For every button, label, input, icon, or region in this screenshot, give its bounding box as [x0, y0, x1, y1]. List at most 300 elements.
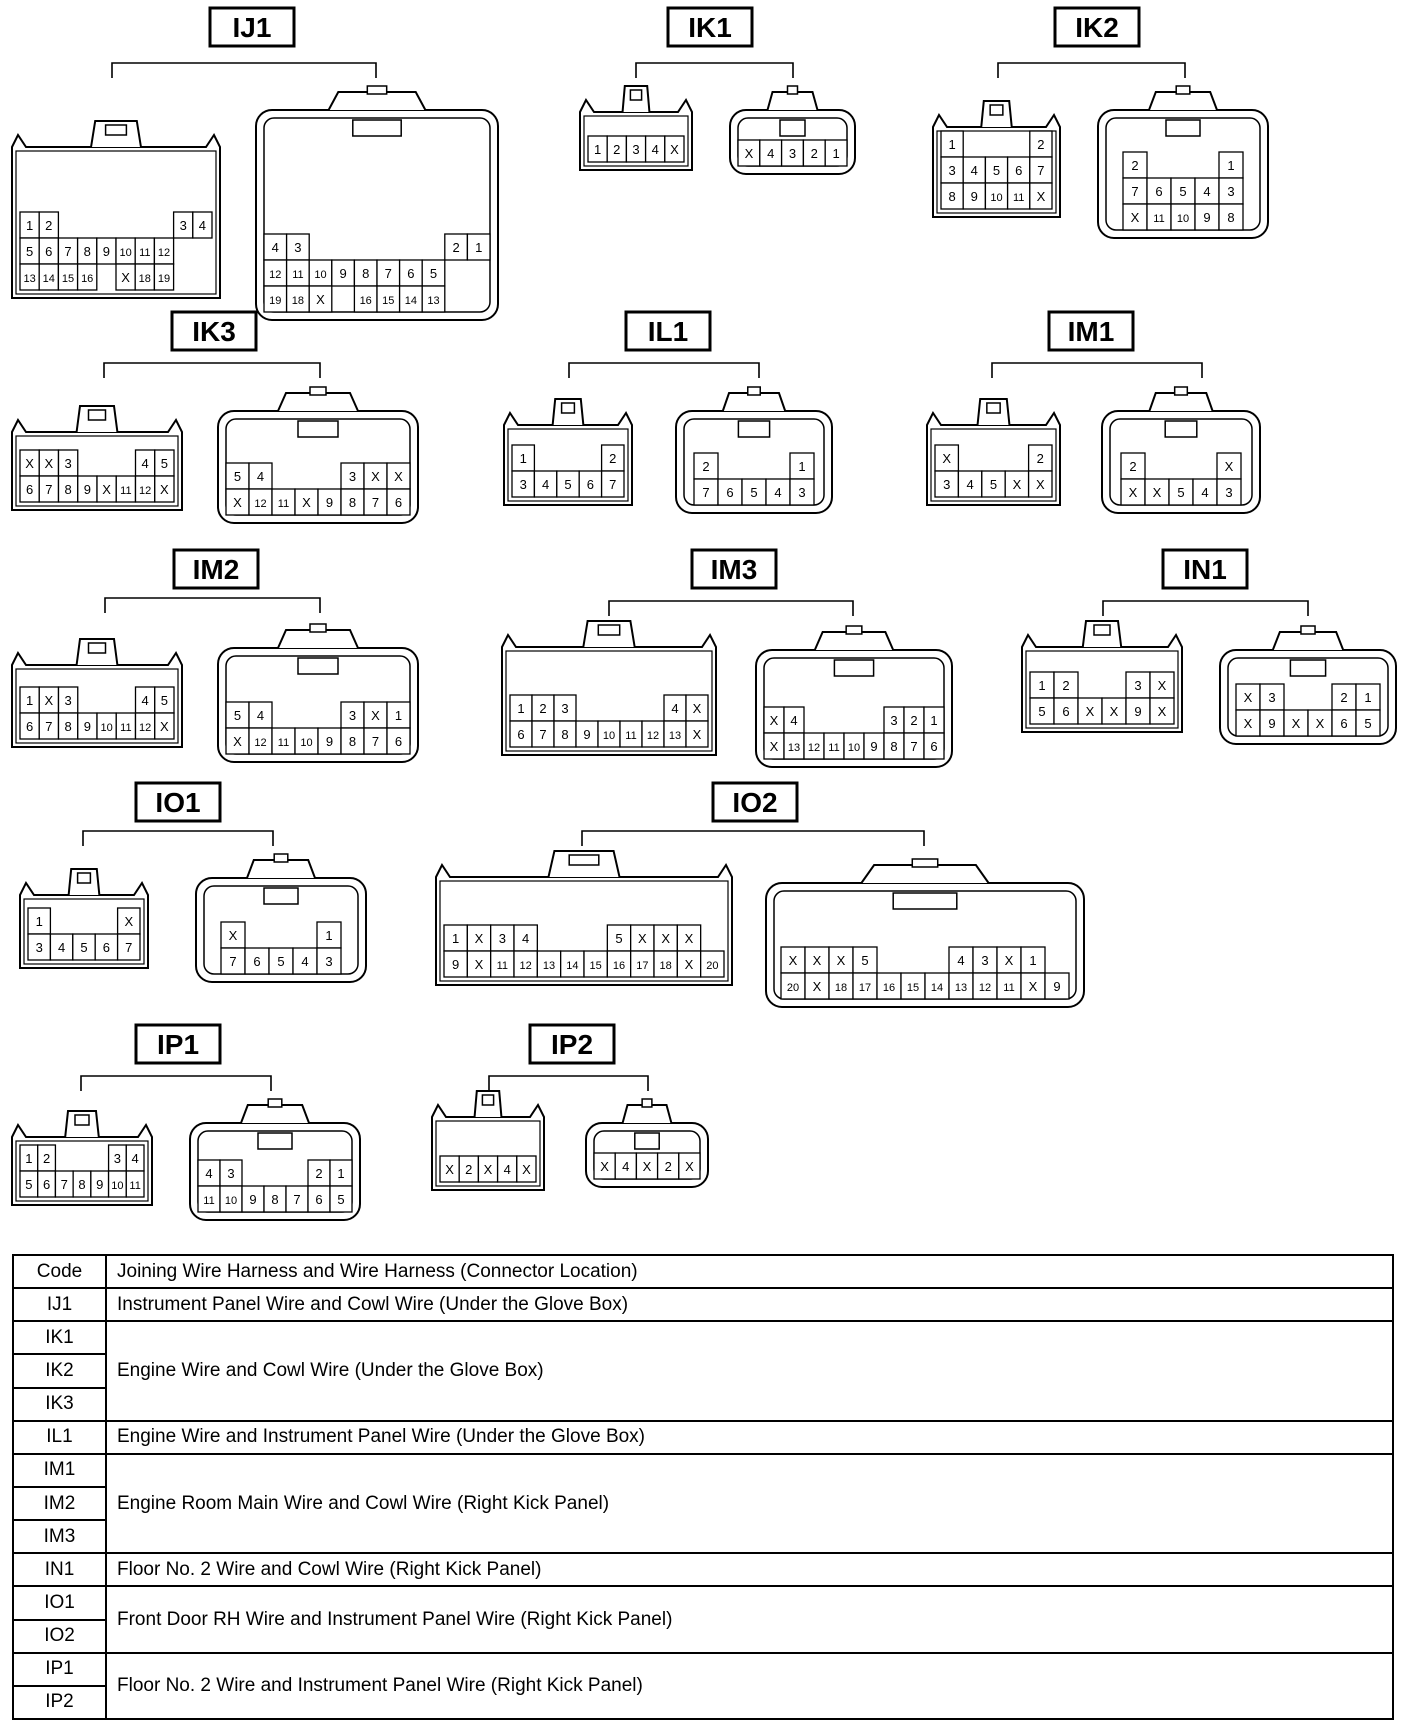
- io1-female-pin: [118, 934, 140, 960]
- il1-female-pin: [602, 471, 624, 497]
- ik3-male-pin: [249, 463, 272, 489]
- in1-male-pin: [1356, 684, 1380, 710]
- svg-text:11: 11: [120, 485, 132, 497]
- svg-text:1: 1: [517, 701, 525, 716]
- svg-text:12: 12: [807, 742, 821, 754]
- svg-text:X: X: [1028, 979, 1038, 994]
- svg-text:X: X: [684, 957, 694, 972]
- svg-text:11: 11: [625, 730, 637, 742]
- connector-location-table: [12, 1254, 1394, 1720]
- io2-female-pin: [491, 951, 514, 977]
- io2-male-pin: [1021, 973, 1045, 999]
- io2-female-pin: [607, 951, 630, 977]
- ik3-male-pin: [272, 489, 295, 515]
- svg-text:5: 5: [160, 456, 168, 471]
- ik3-male-pin: [295, 489, 318, 515]
- io2-female-pin: [514, 951, 537, 977]
- io2-male-pin: [997, 947, 1021, 973]
- im2-male-pin: [226, 702, 249, 728]
- ij1-male-pin: [377, 260, 400, 286]
- il1-female-pin: [579, 471, 601, 497]
- svg-text:4: 4: [271, 240, 279, 255]
- svg-text:12: 12: [269, 269, 282, 281]
- connector-code-cell: IM3: [13, 1520, 106, 1553]
- io2-female-pin: [514, 925, 537, 951]
- ik1-male-pin: [738, 140, 760, 166]
- table-row: [13, 1454, 1393, 1487]
- svg-text:10: 10: [847, 742, 861, 754]
- io2-male-pin: [949, 973, 973, 999]
- ik3-male-pin: [387, 489, 410, 515]
- ik3-male-pin: [318, 489, 341, 515]
- svg-text:5: 5: [80, 940, 88, 955]
- svg-text:X: X: [836, 953, 846, 968]
- svg-text:4: 4: [141, 693, 149, 708]
- io1-male-pin: [317, 922, 341, 948]
- svg-text:12: 12: [254, 498, 267, 510]
- svg-text:X: X: [474, 957, 484, 972]
- svg-text:8: 8: [64, 719, 72, 734]
- ip2-code-label: [530, 1025, 614, 1063]
- io2-male-pin: [973, 973, 997, 999]
- ij1-code-label: [210, 8, 294, 46]
- svg-text:X: X: [1224, 459, 1234, 474]
- im3-male-pin: [884, 707, 904, 733]
- il1-male-pin: [766, 479, 790, 505]
- svg-text:9: 9: [452, 957, 460, 972]
- il1-code-label: [626, 312, 710, 350]
- svg-text:8: 8: [271, 1192, 279, 1207]
- svg-text:6: 6: [102, 940, 111, 955]
- svg-text:1: 1: [35, 914, 43, 929]
- svg-text:12: 12: [519, 960, 532, 972]
- svg-text:X: X: [474, 931, 484, 946]
- svg-text:6: 6: [253, 954, 261, 969]
- ij1-female-pin: [78, 264, 97, 290]
- svg-text:X: X: [769, 739, 779, 754]
- ij1-male-pin: [264, 286, 287, 312]
- svg-text:3: 3: [227, 1166, 235, 1181]
- svg-text:3: 3: [1134, 678, 1142, 693]
- svg-text:9: 9: [970, 189, 978, 204]
- ip1-female-pin: [55, 1171, 73, 1197]
- ij1-female-pin: [174, 212, 193, 238]
- ip1-female-pin: [91, 1171, 109, 1197]
- svg-text:4: 4: [256, 708, 265, 723]
- ik3-female-pin: [20, 450, 39, 476]
- svg-text:IM1: IM1: [1067, 316, 1115, 347]
- im1-male-pin: [1121, 453, 1145, 479]
- svg-text:X: X: [1036, 189, 1046, 204]
- ip1-female-pin: [73, 1171, 91, 1197]
- svg-text:1: 1: [832, 146, 840, 161]
- im3-code-label: [692, 550, 776, 588]
- svg-text:X: X: [522, 1162, 531, 1177]
- ip2-female-pin: [498, 1156, 517, 1182]
- ik3-male-pin: [341, 489, 364, 515]
- ik1-male-pin: [825, 140, 847, 166]
- svg-text:2: 2: [613, 142, 621, 157]
- svg-text:9: 9: [325, 734, 334, 749]
- ip1-male-pin: [330, 1160, 352, 1186]
- svg-text:1: 1: [930, 713, 938, 728]
- im2-female-pin: [136, 713, 155, 739]
- svg-text:4: 4: [790, 713, 798, 728]
- im2-male-pin: [364, 702, 387, 728]
- svg-text:X: X: [744, 146, 754, 161]
- ik2-male-pin: [1195, 204, 1219, 230]
- svg-text:15: 15: [906, 982, 920, 994]
- io2-female-pin: [561, 951, 584, 977]
- svg-text:13: 13: [427, 295, 440, 307]
- io2-female-pin: [654, 925, 677, 951]
- svg-text:11: 11: [496, 960, 509, 972]
- svg-text:7: 7: [64, 244, 72, 259]
- svg-text:6: 6: [45, 244, 53, 259]
- svg-text:X: X: [1130, 210, 1140, 225]
- ip2-female-pin: [517, 1156, 536, 1182]
- svg-text:8: 8: [64, 482, 72, 497]
- svg-text:11: 11: [1012, 192, 1025, 204]
- svg-text:3: 3: [1225, 485, 1233, 500]
- location-column-header: Joining Wire Harness and Wire Harness (Connector Location): [106, 1255, 1393, 1288]
- in1-male-pin: [1236, 684, 1260, 710]
- ip2-female-pin: [478, 1156, 497, 1182]
- io2-male-pin: [805, 973, 829, 999]
- ip1-male-pin: [198, 1186, 220, 1212]
- svg-text:X: X: [394, 469, 403, 484]
- svg-text:10: 10: [1176, 213, 1190, 225]
- ik2-male-pin: [1123, 178, 1147, 204]
- connector-location-cell: Instrument Panel Wire and Cowl Wire (Under the Glove Box): [106, 1288, 1393, 1321]
- svg-text:4: 4: [522, 931, 530, 946]
- ik2-male-pin: [1219, 178, 1243, 204]
- svg-text:15: 15: [382, 295, 395, 307]
- im1-bracket: [992, 363, 1202, 378]
- im3-male-pin: [904, 733, 924, 759]
- svg-text:12: 12: [646, 730, 660, 742]
- im1-code-label: [1049, 312, 1133, 350]
- im3-female-pin: [664, 721, 686, 747]
- ik2-male-pin: [1171, 178, 1195, 204]
- io1-female-pin: [28, 908, 50, 934]
- svg-text:6: 6: [26, 482, 34, 497]
- svg-text:X: X: [25, 456, 34, 471]
- ip2-male-pin: [615, 1153, 636, 1179]
- svg-text:X: X: [1315, 716, 1325, 731]
- svg-text:4: 4: [671, 701, 679, 716]
- ij1-male-pin: [287, 234, 310, 260]
- ip2-female-pin: [459, 1156, 478, 1182]
- ik2-female-pin: [963, 157, 985, 183]
- svg-text:IO1: IO1: [155, 787, 201, 818]
- svg-text:2: 2: [1340, 690, 1348, 705]
- io2-female-pin: [444, 951, 467, 977]
- svg-text:X: X: [942, 451, 952, 466]
- svg-text:4: 4: [957, 953, 965, 968]
- io1-male-pin: [293, 948, 317, 974]
- ij1-female-pin: [154, 264, 173, 290]
- io2-female-pin: [631, 925, 654, 951]
- il1-male-pin: [694, 479, 718, 505]
- svg-text:IO2: IO2: [732, 787, 778, 818]
- io2-bracket: [582, 831, 924, 846]
- im1-male-pin: [1217, 453, 1241, 479]
- ij1-male-pin: [287, 286, 310, 312]
- svg-text:2: 2: [910, 713, 918, 728]
- il1-female-pin: [557, 471, 579, 497]
- im3-female-pin: [598, 721, 620, 747]
- svg-text:4: 4: [141, 456, 149, 471]
- ik2-female-pin: [941, 131, 963, 157]
- svg-text:6: 6: [407, 266, 415, 281]
- io2-female-pin: [701, 951, 724, 977]
- svg-text:X: X: [1243, 690, 1253, 705]
- in1-female-pin: [1126, 672, 1150, 698]
- svg-text:5: 5: [564, 477, 572, 492]
- svg-text:3: 3: [498, 931, 506, 946]
- ip1-female-pin: [38, 1145, 56, 1171]
- svg-text:13: 13: [668, 730, 682, 742]
- connector-code-cell: IM2: [13, 1487, 106, 1520]
- im2-male-pin: [272, 728, 295, 754]
- im3-female-pin: [532, 695, 554, 721]
- svg-text:8: 8: [561, 727, 569, 742]
- svg-text:4: 4: [256, 469, 265, 484]
- svg-text:18: 18: [659, 960, 672, 972]
- svg-text:4: 4: [1201, 485, 1209, 500]
- im3-male-pin: [904, 707, 924, 733]
- ij1-male-pin: [354, 286, 377, 312]
- ij1-male-pin: [264, 260, 287, 286]
- svg-text:8: 8: [948, 189, 956, 204]
- io2-male-pin: [829, 973, 853, 999]
- svg-text:7: 7: [45, 482, 53, 497]
- im2-male-pin: [318, 728, 341, 754]
- svg-text:4: 4: [301, 954, 309, 969]
- code-column-header: Code: [13, 1255, 106, 1288]
- svg-text:IJ1: IJ1: [232, 12, 272, 43]
- svg-text:9: 9: [325, 495, 334, 510]
- svg-text:2: 2: [1037, 137, 1045, 152]
- im2-female-pin: [78, 713, 97, 739]
- svg-text:2: 2: [539, 701, 547, 716]
- connector-location-cell: Floor No. 2 Wire and Instrument Panel Wire (Right Kick Panel): [106, 1653, 1393, 1719]
- io2-male-pin: [877, 973, 901, 999]
- svg-text:IK1: IK1: [688, 12, 732, 43]
- ik2-male-pin: [1123, 204, 1147, 230]
- svg-text:5: 5: [1038, 704, 1046, 719]
- ik1-male-pin: [803, 140, 825, 166]
- svg-text:IK2: IK2: [1075, 12, 1119, 43]
- svg-text:1: 1: [948, 137, 956, 152]
- svg-text:2: 2: [609, 451, 617, 466]
- svg-text:1: 1: [25, 1151, 33, 1166]
- im2-female-pin: [59, 687, 78, 713]
- svg-text:X: X: [1035, 477, 1045, 492]
- im1-female-pin: [1005, 471, 1028, 497]
- svg-text:10: 10: [119, 247, 132, 259]
- io2-male-pin: [973, 947, 997, 973]
- ij1-male-pin: [377, 286, 400, 312]
- in1-male-pin: [1284, 710, 1308, 736]
- ik2-male-pin: [1147, 204, 1171, 230]
- im2-female-pin: [20, 713, 39, 739]
- io1-male-pin: [221, 948, 245, 974]
- im1-female-pin: [982, 471, 1005, 497]
- svg-text:7: 7: [702, 485, 710, 500]
- ij1-female-pin: [20, 264, 39, 290]
- svg-text:2: 2: [452, 240, 460, 255]
- svg-text:IP2: IP2: [550, 1029, 594, 1060]
- io2-female-pin: [607, 925, 630, 951]
- in1-female-pin: [1102, 698, 1126, 724]
- svg-text:X: X: [1243, 716, 1253, 731]
- svg-text:7: 7: [609, 477, 617, 492]
- ip2-male-pin: [658, 1153, 679, 1179]
- ij1-female-pin: [20, 238, 39, 264]
- connector-code-cell: IP1: [13, 1653, 106, 1686]
- ij1-male-pin: [445, 234, 468, 260]
- svg-text:5: 5: [1179, 184, 1187, 199]
- im1-female-pin: [1029, 445, 1052, 471]
- svg-text:4: 4: [970, 163, 978, 178]
- svg-text:8: 8: [78, 1177, 86, 1192]
- svg-text:7: 7: [1131, 184, 1139, 199]
- ik3-female-pin: [116, 476, 135, 502]
- svg-text:IM2: IM2: [192, 554, 240, 585]
- svg-text:8: 8: [348, 495, 357, 510]
- svg-text:19: 19: [269, 295, 282, 307]
- il1-male-pin: [742, 479, 766, 505]
- ik1-code-label: [668, 8, 752, 46]
- svg-text:15: 15: [589, 960, 602, 972]
- svg-text:X: X: [812, 979, 822, 994]
- im2-female-pin: [155, 687, 174, 713]
- io2-female-pin: [631, 951, 654, 977]
- svg-text:6: 6: [1155, 184, 1163, 199]
- ik1-bracket: [636, 63, 793, 78]
- im2-male-pin: [387, 728, 410, 754]
- svg-text:7: 7: [293, 1192, 301, 1207]
- svg-text:5: 5: [160, 693, 168, 708]
- in1-male-pin: [1260, 684, 1284, 710]
- ip1-female-pin: [126, 1145, 144, 1171]
- ip1-female-pin: [20, 1145, 38, 1171]
- svg-text:X: X: [445, 1162, 454, 1177]
- in1-female-pin: [1126, 698, 1150, 724]
- svg-text:4: 4: [622, 1159, 630, 1174]
- im3-male-pin: [824, 733, 844, 759]
- ik2-female-pin: [941, 183, 963, 209]
- svg-text:X: X: [316, 292, 325, 307]
- ik2-female-pin: [963, 183, 985, 209]
- im1-female-pin: [1029, 471, 1052, 497]
- svg-text:X: X: [1157, 678, 1167, 693]
- il1-female-pin: [534, 471, 556, 497]
- ij1-male-pin: [309, 286, 332, 312]
- svg-text:9: 9: [102, 244, 111, 259]
- svg-text:X: X: [642, 1159, 652, 1174]
- im2-bracket: [105, 598, 320, 613]
- svg-text:8: 8: [362, 266, 370, 281]
- svg-text:4: 4: [57, 940, 66, 955]
- svg-text:9: 9: [1053, 979, 1061, 994]
- svg-text:X: X: [233, 734, 242, 749]
- ip2-male-pin: [679, 1153, 700, 1179]
- svg-text:15: 15: [61, 273, 75, 285]
- svg-text:5: 5: [615, 931, 623, 946]
- svg-text:2: 2: [465, 1162, 473, 1177]
- ij1-bracket: [112, 63, 376, 78]
- ik3-male-pin: [226, 489, 249, 515]
- svg-text:14: 14: [930, 982, 944, 994]
- svg-text:X: X: [44, 693, 54, 708]
- svg-text:1: 1: [798, 459, 806, 474]
- svg-text:8: 8: [890, 739, 898, 754]
- svg-text:IP1: IP1: [156, 1029, 200, 1060]
- ik3-female-pin: [78, 476, 97, 502]
- il1-female-pin: [512, 445, 534, 471]
- ij1-male-pin: [422, 260, 445, 286]
- ij1-female-pin: [97, 238, 116, 264]
- svg-text:16: 16: [882, 982, 896, 994]
- svg-text:5: 5: [1364, 716, 1372, 731]
- ik3-code-label: [172, 312, 256, 350]
- svg-text:11: 11: [203, 1195, 215, 1207]
- ip1-male-pin: [198, 1160, 220, 1186]
- ij1-female-pin: [154, 238, 173, 264]
- svg-text:IL1: IL1: [647, 316, 689, 347]
- svg-text:6: 6: [42, 1177, 51, 1192]
- io1-male-pin: [269, 948, 293, 974]
- svg-text:11: 11: [828, 742, 840, 754]
- svg-text:1: 1: [1364, 690, 1372, 705]
- svg-text:X: X: [1004, 953, 1014, 968]
- svg-text:3: 3: [113, 1151, 122, 1166]
- svg-text:12: 12: [139, 485, 152, 497]
- svg-text:6: 6: [26, 719, 34, 734]
- svg-text:9: 9: [83, 482, 91, 497]
- connector-code-cell: IJ1: [13, 1288, 106, 1321]
- table-row: [13, 1421, 1393, 1454]
- ik2-female-pin: [1008, 183, 1030, 209]
- svg-text:2: 2: [810, 146, 818, 161]
- ik2-male-pin: [1219, 204, 1243, 230]
- svg-text:4: 4: [966, 477, 974, 492]
- il1-male-pin: [790, 479, 814, 505]
- ip1-male-pin: [220, 1160, 242, 1186]
- ip1-male-pin: [242, 1186, 264, 1212]
- ik1-male-pin: [782, 140, 804, 166]
- svg-text:3: 3: [64, 693, 72, 708]
- svg-text:6: 6: [1340, 716, 1348, 731]
- im2-female-pin: [39, 687, 58, 713]
- connector-code-cell: IN1: [13, 1553, 106, 1586]
- svg-text:X: X: [769, 713, 779, 728]
- svg-text:5: 5: [429, 266, 438, 281]
- im2-male-pin: [249, 702, 272, 728]
- svg-text:4: 4: [131, 1151, 139, 1166]
- svg-text:2: 2: [315, 1166, 323, 1181]
- im3-male-pin: [844, 733, 864, 759]
- im2-male-pin: [341, 702, 364, 728]
- svg-text:12: 12: [254, 737, 267, 749]
- ij1-male-pin: [422, 286, 445, 312]
- ik2-male-pin: [1195, 178, 1219, 204]
- ik3-male-pin: [364, 489, 387, 515]
- svg-text:13: 13: [787, 742, 801, 754]
